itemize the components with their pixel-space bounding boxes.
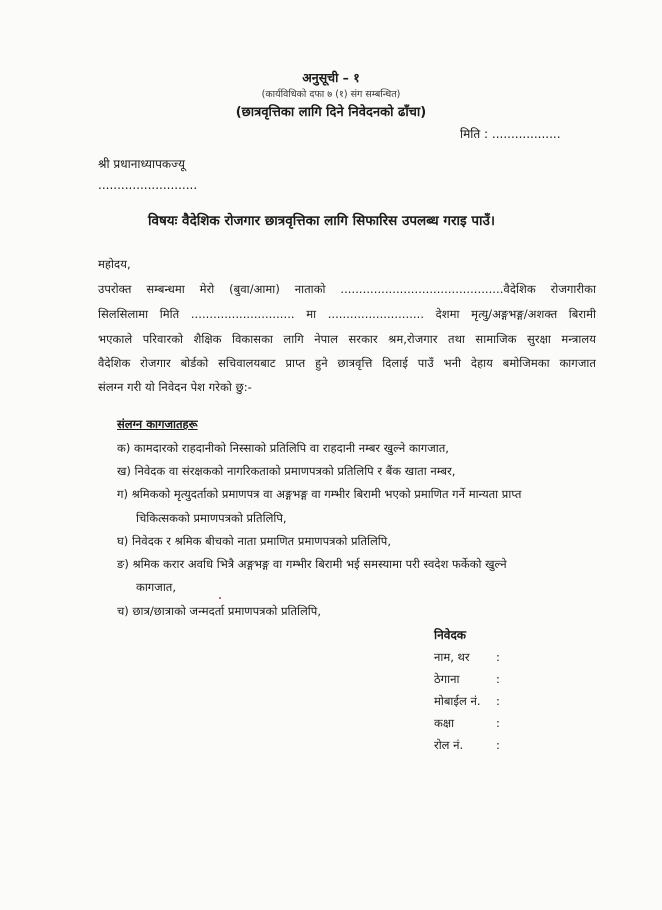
attachment-item: कागजात, xyxy=(136,580,177,594)
field-separator: : xyxy=(496,716,500,730)
attachment-item: च) छात्र/छात्राको जन्मदर्ता प्रमाणपत्रको प्रतिलिपि, xyxy=(117,604,321,618)
attachments-heading: संलग्न कागजातहरू xyxy=(117,417,198,431)
field-label: कक्षा xyxy=(434,716,455,730)
applicant-field-address xyxy=(434,673,500,687)
body-line: संलग्न गरी यो निवेदन पेश गरेको छु:- xyxy=(98,380,252,394)
addressee-title: श्री प्रधानाध्यापकज्यू xyxy=(98,157,185,171)
attachment-item: ग) श्रमिकको मृत्युदर्ताको प्रमाणपत्र वा अङ्गभङ्ग वा गम्भीर बिरामी भएको प्रमाणित गर्ने मान्यता प्राप्त xyxy=(117,487,522,501)
attachment-item: घ) निवेदक र श्रमिक बीचको नाता प्रमाणित प्रमाणपत्रको प्रतिलिपि, xyxy=(117,534,391,548)
applicant-title: निवेदक xyxy=(434,628,467,642)
addressee-dots: .......................... xyxy=(98,178,198,192)
field-separator: : xyxy=(496,672,500,686)
reference-line: (कार्यविधिको दफा ७ (१) संग सम्बन्धित) xyxy=(261,89,401,100)
field-label: रोल नं. xyxy=(434,738,464,752)
schedule-heading: अनुसूची – १ xyxy=(302,70,360,85)
applicant-field-mobile xyxy=(434,695,500,709)
date-line: मिति : .................. xyxy=(460,127,561,141)
body-line: उपरोक्त सम्बन्धमा मेरो (बुवा/आमा) नाताको ............................................वैदेशिक रोजगारीका xyxy=(98,282,596,296)
subject-line: विषयः वैदेशिक रोजगार छात्रवृत्तिका लागि सिफारिस उपलब्ध गराइ पाउँ। xyxy=(148,213,496,229)
field-label: मोबाईल नं. xyxy=(434,694,481,708)
field-label: नाम, थर xyxy=(434,650,470,664)
form-title: (छात्रवृत्तिका लागि दिने निवेदनको ढाँचा) xyxy=(235,105,427,120)
ink-dot xyxy=(219,597,221,599)
attachment-item: चिकित्सकको प्रमाणपत्रको प्रतिलिपि, xyxy=(136,511,287,525)
field-label: ठेगाना xyxy=(434,672,460,686)
applicant-field-class xyxy=(434,717,500,731)
field-separator: : xyxy=(496,694,500,708)
applicant-field-name xyxy=(434,651,500,665)
field-separator: : xyxy=(496,650,500,664)
attachment-item: क) कामदारको राहदानीको निस्साको प्रतिलिपि वा राहदानी नम्बर खुल्ने कागजात, xyxy=(117,441,449,455)
attachment-item: ख) निवेदक वा संरक्षकको नागरिकताको प्रमाणपत्रको प्रतिलिपि र बैंक खाता नम्बर, xyxy=(117,464,456,478)
body-line: वैदेशिक रोजगार बोर्डको सचिवालयबाट प्राप्त हुने छात्रवृत्ति दिलाई पाउँ भनी देहाय बमोजिमका कागजात xyxy=(98,356,596,370)
attachment-item: ङ) श्रमिक करार अवधि भित्रै अङ्गभङ्ग वा गम्भीर बिरामी भई समस्यामा परी स्वदेश फर्केको खुल्ने xyxy=(117,557,507,571)
field-separator: : xyxy=(496,738,500,752)
salutation: महोदय, xyxy=(98,257,131,271)
body-line: भएकाले परिवारको शैक्षिक विकासका लागि नेपाल सरकार श्रम,रोजगार तथा सामाजिक सुरक्षा मन्त्रालय xyxy=(98,332,596,346)
applicant-field-roll xyxy=(434,739,500,753)
body-line: सिलसिलामा मिति ............................ मा .......................... देशमा मृत्यु/अङ्गभङ्ग/अशक्त बिरामी xyxy=(98,307,596,321)
